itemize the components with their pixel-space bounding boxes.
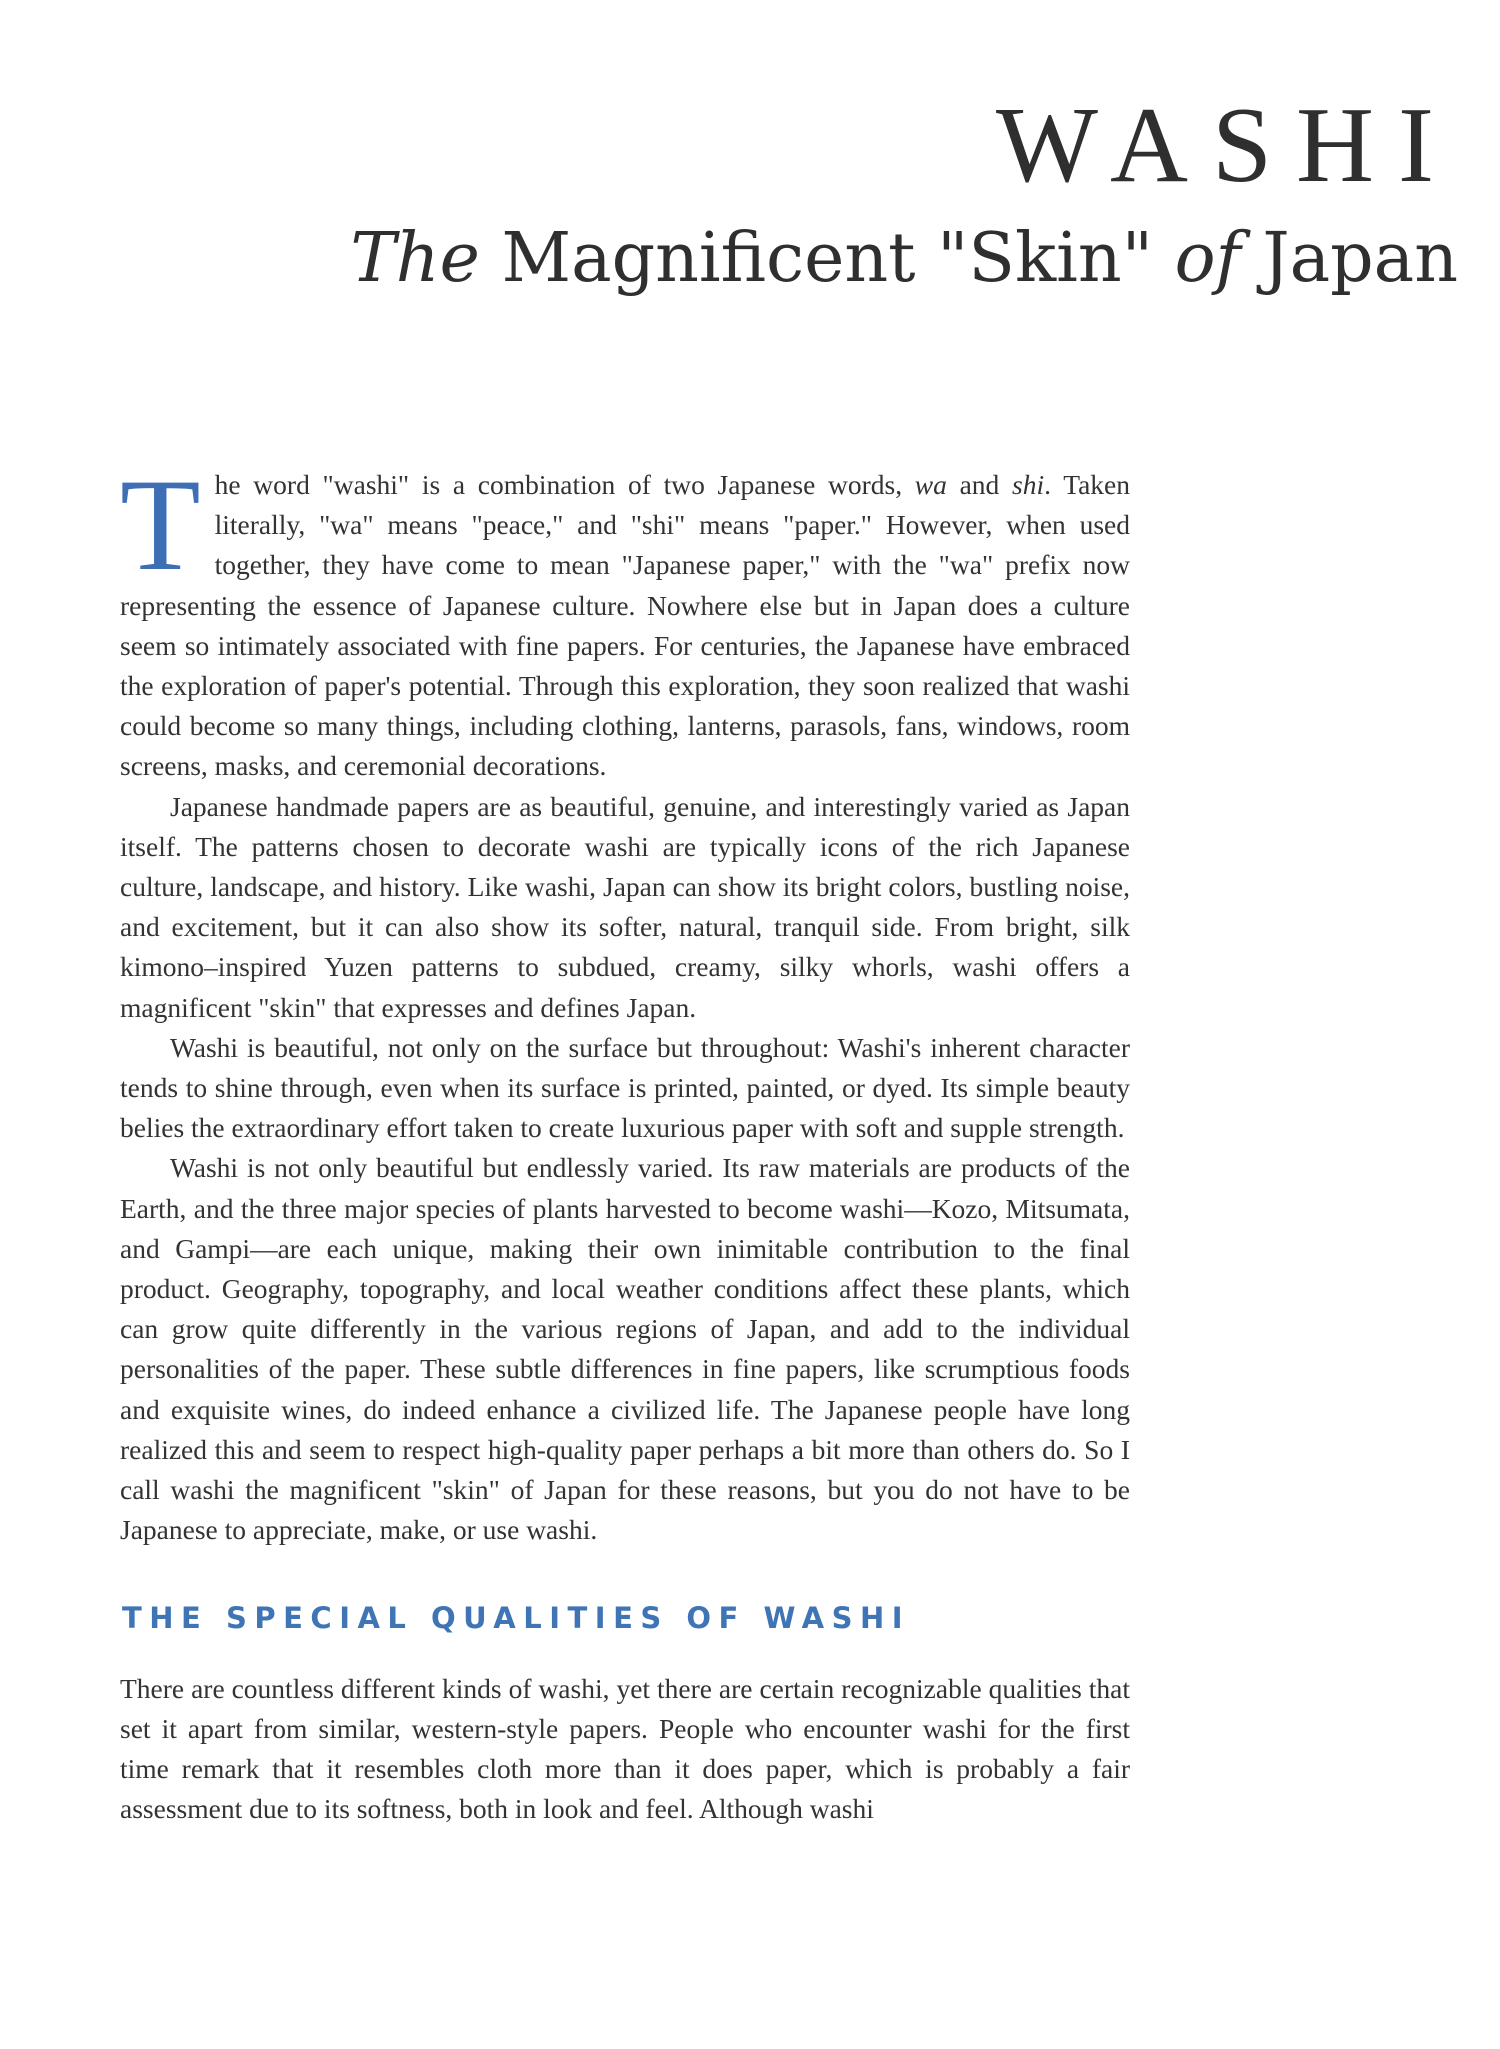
body-paragraph: Washi is not only beautiful but endlessly varied. Its raw materials are products of the Earth, and the three major species of plants harvested to become washi—Kozo, Mitsumata, and Gampi—are each unique, making their own inimitable contribution to the final product. Geography, topography, and local weather conditions affect these plants, which can grow quite differently in the various regions of Japan, and add to the individual personalities of the paper. These subtle differences in fine papers, like scrumptious foods and exquisite wines, do indeed enhance a civilized life. The Japanese people have long realized this and seem to respect high-quality paper perhaps a bit more than others do. So I call washi the magnificent "skin" of Japan for these reasons, but you do not have to be Japanese to appreciate, make, or use washi. [120, 1152, 1130, 1546]
section-heading: THE SPECIAL QUALITIES OF WASHI [122, 1601, 911, 1636]
subtitle-part-3: of [1174, 219, 1241, 298]
intro-text-2: . Taken literally, "wa" means "peace," and "shi" means "paper." However, when used together, they have come to mean "Japanese paper," with the "wa" prefix now representing the essence of Japanese culture. Nowhere else but in Japan does a culture seem so intimately associated with fine papers. For centuries, the Japanese have embraced the exploration of paper's potential. Through this exploration, they soon realized that washi could become so many things, including clothing, lanterns, parasols, fans, windows, room screens, masks, and ceremonial decorations. [120, 469, 1130, 782]
article-body [120, 451, 1130, 1830]
subtitle-part-4: Japan [1240, 219, 1458, 298]
page-title: WASHI [996, 86, 1458, 205]
intro-and: and [946, 469, 1013, 500]
body-paragraph: Washi is beautiful, not only on the surface but throughout: Washi's inherent character tends to shine through, even when its surface is printed, painted, or dyed. Its simple beauty belies the extraordinary effort taken to create luxurious paper with soft and supple strength. [120, 1031, 1130, 1144]
drop-cap: T [120, 451, 201, 598]
page-subtitle [350, 219, 1458, 298]
intro-word-shi: shi [1012, 469, 1045, 500]
intro-word-wa: wa [914, 469, 947, 500]
body-paragraph: Japanese handmade papers are as beautiful, genuine, and interestingly varied as Japan itself. The patterns chosen to decorate washi are typically icons of the rich Japanese culture, landscape, and history. Like washi, Japan can show its bright colors, bustling noise, and excitement, but it can also show its softer, natural, tranquil side. From bright, silk kimono–inspired Yuzen patterns to subdued, creamy, silky whorls, washi offers a magnificent "skin" that expresses and defines Japan. [120, 790, 1130, 1023]
intro-paragraph [120, 451, 1130, 787]
intro-text-1: he word "washi" is a combination of two Japanese words, [214, 469, 915, 500]
subtitle-part-1: The [350, 219, 480, 298]
subtitle-part-2: Magnificent "Skin" [479, 219, 1175, 298]
section-paragraph: There are countless different kinds of washi, yet there are certain recognizable qualities that set it apart from similar, western-style papers. People who encounter washi for the first time remark that it resembles cloth more than it does paper, which is probably a fair assessment due to its softness, both in look and feel. Although washi [120, 1672, 1130, 1825]
